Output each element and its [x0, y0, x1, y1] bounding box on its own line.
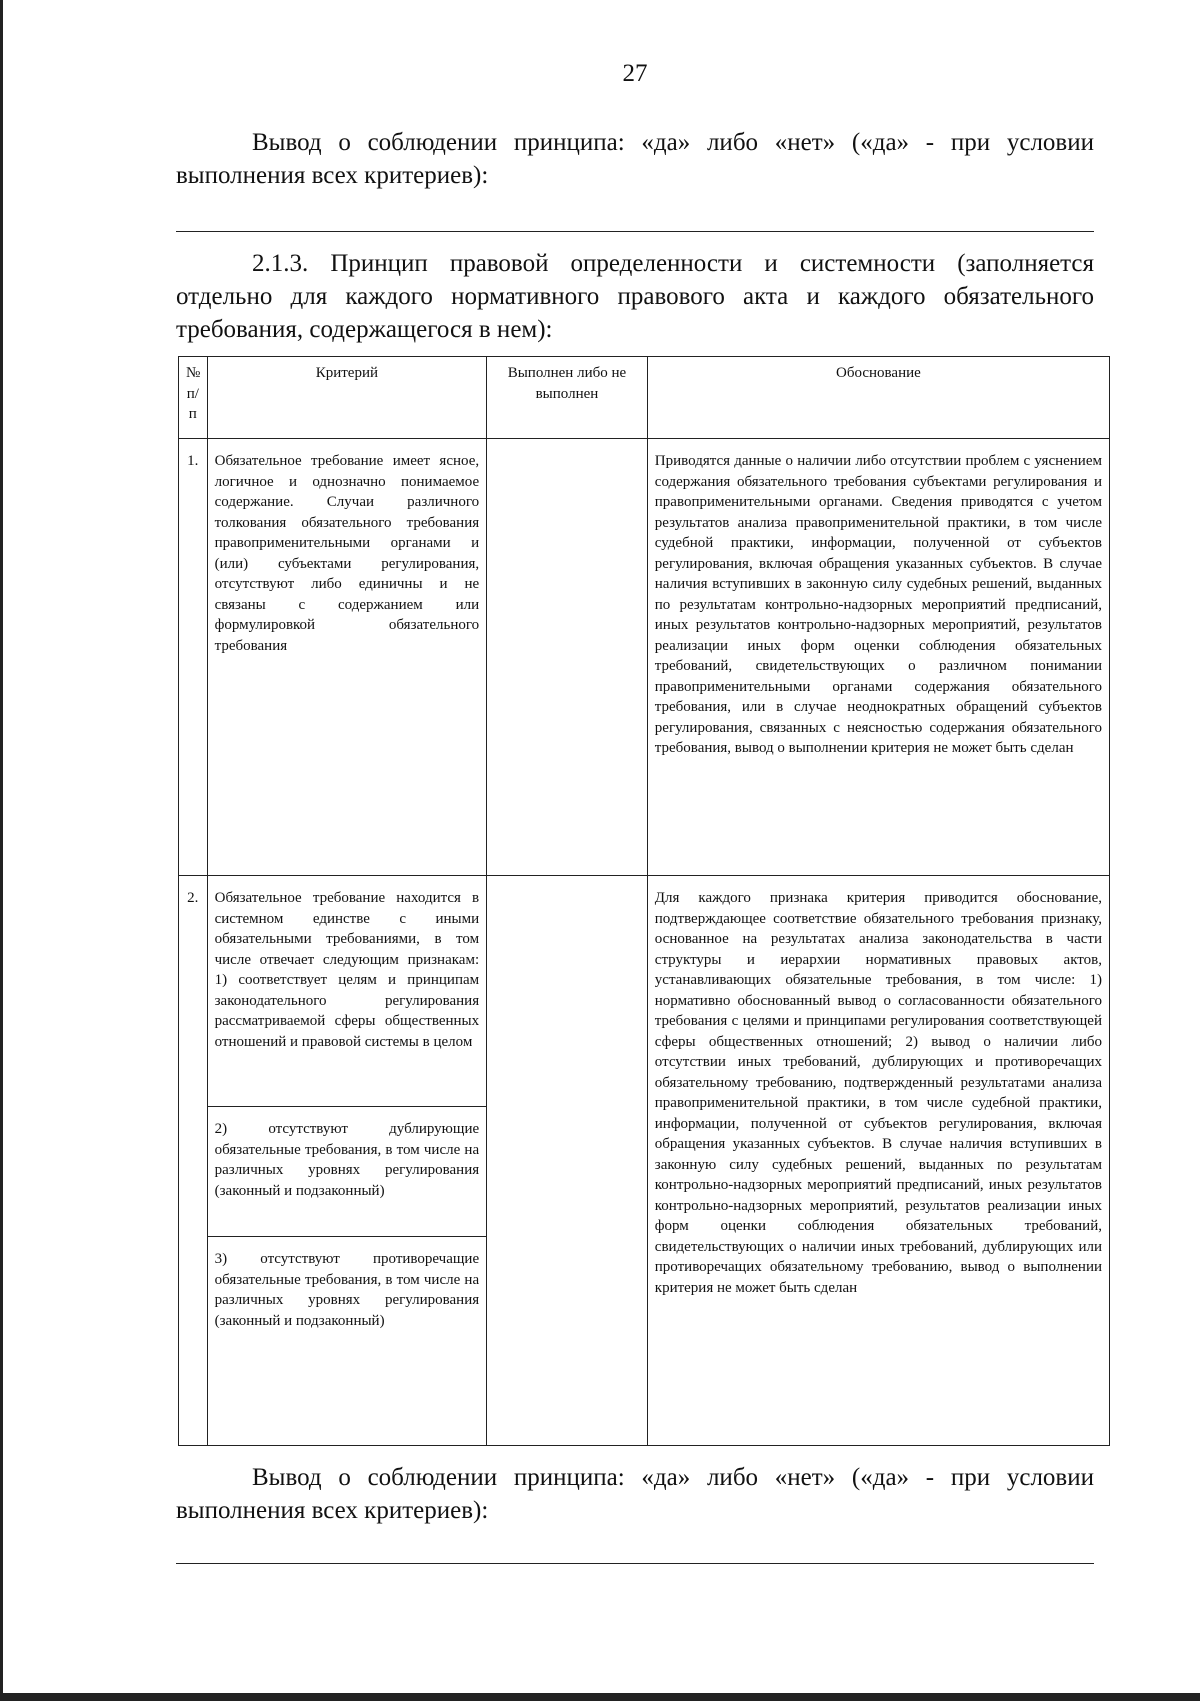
criteria-table — [178, 356, 1110, 1446]
row-2-criterion-part-2: 2) отсутствуют дублирующие обязательные требования, в том числе на различных уровнях регулирования (законный и подзаконный) — [207, 1107, 487, 1237]
header-no: № п/п — [179, 357, 208, 439]
header-done: Выполнен либо не выполнен — [487, 357, 648, 439]
row-1-done-cell[interactable] — [487, 439, 648, 876]
row-2-number: 2. — [179, 876, 208, 1446]
answer-line-top — [176, 231, 1094, 232]
conclusion-top — [176, 126, 1094, 192]
scan-edge-bottom — [0, 1693, 1200, 1701]
page-number: 27 — [622, 60, 648, 87]
table-header-row — [179, 357, 1110, 439]
row-2-done-cell[interactable] — [487, 876, 648, 1446]
row-2-criterion-part-3: 3) отсутствуют противоречащие обязательные требования, в том числе на различных уровнях регулирования (законный и подзаконный) — [207, 1237, 487, 1446]
row-1-justification: Приводятся данные о наличии либо отсутствии проблем с уяснением содержания обязательного требования субъектами регулирования и правоприменительными органами. Сведения приводятся с учетом результатов анализа правоприменительной практики, в том числе судебной практики, информации, полученной от субъектов регулирования, включая обращения указанных субъектов. В случае наличия вступивших в законную силу судебных решений, выданных по результатам контрольно-надзорных мероприятий предписаний, иных результатов контрольно-надзорных мероприятий, результатов реализации иных форм оценки соблюдения обязательных требований, свидетельствующих о различном понимании правоприменительными органами содержания обязательного требования, или в случае неоднократных обращений субъектов регулирования, связанных с неясностью содержания обязательного требования, вывод о выполнении критерия не может быть сделан — [647, 439, 1109, 876]
answer-line-bottom — [176, 1563, 1094, 1564]
conclusion-bottom-text: Вывод о соблюдении принципа: «да» либо «нет» («да» - при условии выполнения всех критериев): — [176, 1464, 1094, 1524]
section-heading — [176, 247, 1094, 346]
row-1-criterion: Обязательное требование имеет ясное, логичное и однозначно понимаемое содержание. Случаи различного толкования обязательного требования правоприменительными органами и (или) субъектами регулирования, отсутствуют либо единичны и не связаны с содержанием или формулировкой обязательного требования — [207, 439, 487, 876]
conclusion-top-text: Вывод о соблюдении принципа: «да» либо «нет» («да» - при условии выполнения всех критериев): — [176, 129, 1094, 189]
header-criterion: Критерий — [207, 357, 487, 439]
row-1-number: 1. — [179, 439, 208, 876]
row-2-criterion-part-1: Обязательное требование находится в системном единстве с иными обязательными требованиями, в том числе отвечает следующим признакам: 1) соответствует целям и принципам законодательного регулирования рассматриваемой сферы общественных отношений и правовой системы в целом — [207, 876, 487, 1107]
table-row — [179, 439, 1110, 876]
table-row — [179, 876, 1110, 1107]
section-heading-text: 2.1.3. Принцип правовой определенности и системности (заполняется отдельно для каждого нормативного правового акта и каждого обязательного требования, содержащегося в нем): — [176, 250, 1094, 343]
scan-edge-left — [0, 0, 3, 1701]
row-2-justification: Для каждого признака критерия приводится обоснование, подтверждающее соответствие обязательного требования признаку, основанное на результатах анализа законодательства в части структуры и иерархии нормативных правовых актов, устанавливающих обязательные требования, в том числе: 1) нормативно обоснованный вывод о согласованности обязательного требования с целями и принципами регулирования соответствующей сферы общественных отношений; 2) вывод о наличии либо отсутствии иных требований, дублирующих и противоречащих обязательному требованию, подтвержденный результатами анализа правоприменительной практики, в том числе судебной практики, информации, полученной от субъектов регулирования, включая обращения указанных субъектов. В случае наличия вступивших в законную силу судебных решений, выданных по результатам контрольно-надзорных мероприятий предписаний, иных результатов контрольно-надзорных мероприятий, результатов реализации иных форм оценки соблюдения обязательных требований, свидетельствующих о наличии иных требований, дублирующих или противоречащих обязательному требованию, вывод о выполнении критерия не может быть сделан — [647, 876, 1109, 1446]
header-justification: Обоснование — [647, 357, 1109, 439]
conclusion-bottom — [176, 1461, 1094, 1527]
